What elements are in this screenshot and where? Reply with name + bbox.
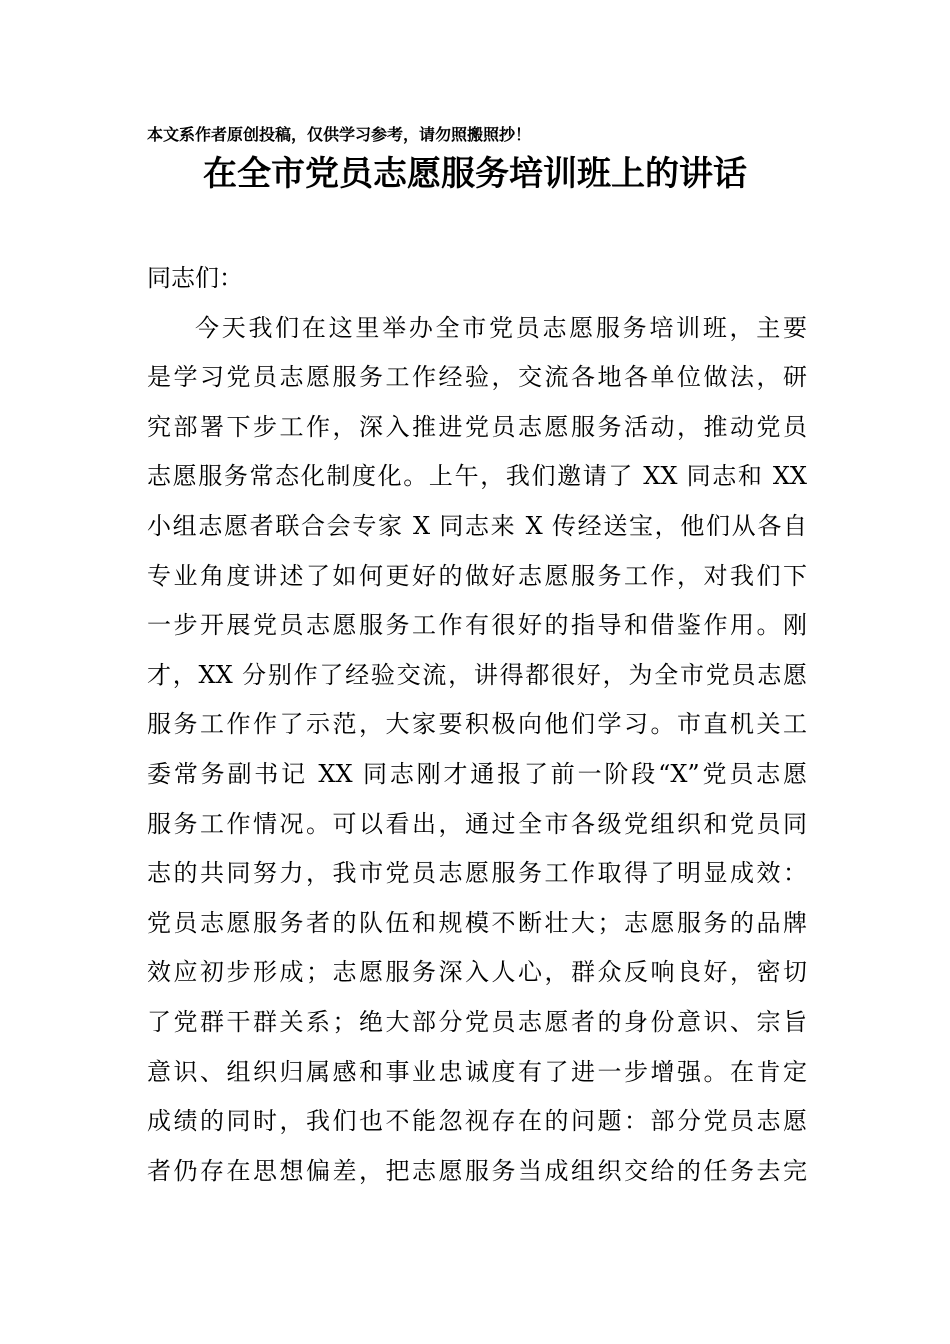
paragraph-line: 才，XX 分别作了经验交流，讲得都很好，为全市党员志愿 [147,660,807,689]
paragraph-line: 党员志愿服务者的队伍和规模不断壮大；志愿服务的品牌 [147,908,807,937]
paragraph-line: 意识、组织归属感和事业忠诚度有了进一步增强。在肯定 [147,1057,807,1086]
copyright-notice: 本文系作者原创投稿，仅供学习参考，请勿照搬照抄！ [147,125,532,144]
salutation: 同志们： [147,264,243,292]
paragraph-line: 服务工作情况。可以看出，通过全市各级党组织和党员同 [147,809,807,838]
paragraph-line: 委常务副书记 XX 同志刚才通报了前一阶段“X”党员志愿 [147,759,807,788]
paragraph-line: 成绩的同时，我们也不能忽视存在的问题：部分党员志愿 [147,1107,807,1136]
speech-title: 在全市党员志愿服务培训班上的讲话 [203,154,747,194]
paragraph-line: 志的共同努力，我市党员志愿服务工作取得了明显成效： [147,859,807,888]
paragraph-line: 了党群干群关系；绝大部分党员志愿者的身份意识、宗旨 [147,1007,807,1036]
paragraph-line: 小组志愿者联合会专家 X 同志来 X 传经送宝，他们从各自 [147,511,807,540]
paragraph-line: 服务工作作了示范，大家要积极向他们学习。市直机关工 [147,710,807,739]
paragraph-line: 一步开展党员志愿服务工作有很好的指导和借鉴作用。刚 [147,611,807,640]
paragraph-line: 究部署下步工作，深入推进党员志愿服务活动，推动党员 [147,412,807,441]
paragraph-line: 专业角度讲述了如何更好的做好志愿服务工作，对我们下 [147,561,807,590]
paragraph-line: 今天我们在这里举办全市党员志愿服务培训班，主要 [195,313,807,342]
paragraph-line: 者仍存在思想偏差，把志愿服务当成组织交给的任务去完 [147,1156,807,1185]
speech-body [147,254,807,1196]
paragraph-line: 效应初步形成；志愿服务深入人心，群众反响良好，密切 [147,958,807,987]
paragraph-line: 是学习党员志愿服务工作经验，交流各地各单位做法，研 [147,363,807,392]
paragraph-line: 志愿服务常态化制度化。上午，我们邀请了 XX 同志和 XX [147,462,807,491]
